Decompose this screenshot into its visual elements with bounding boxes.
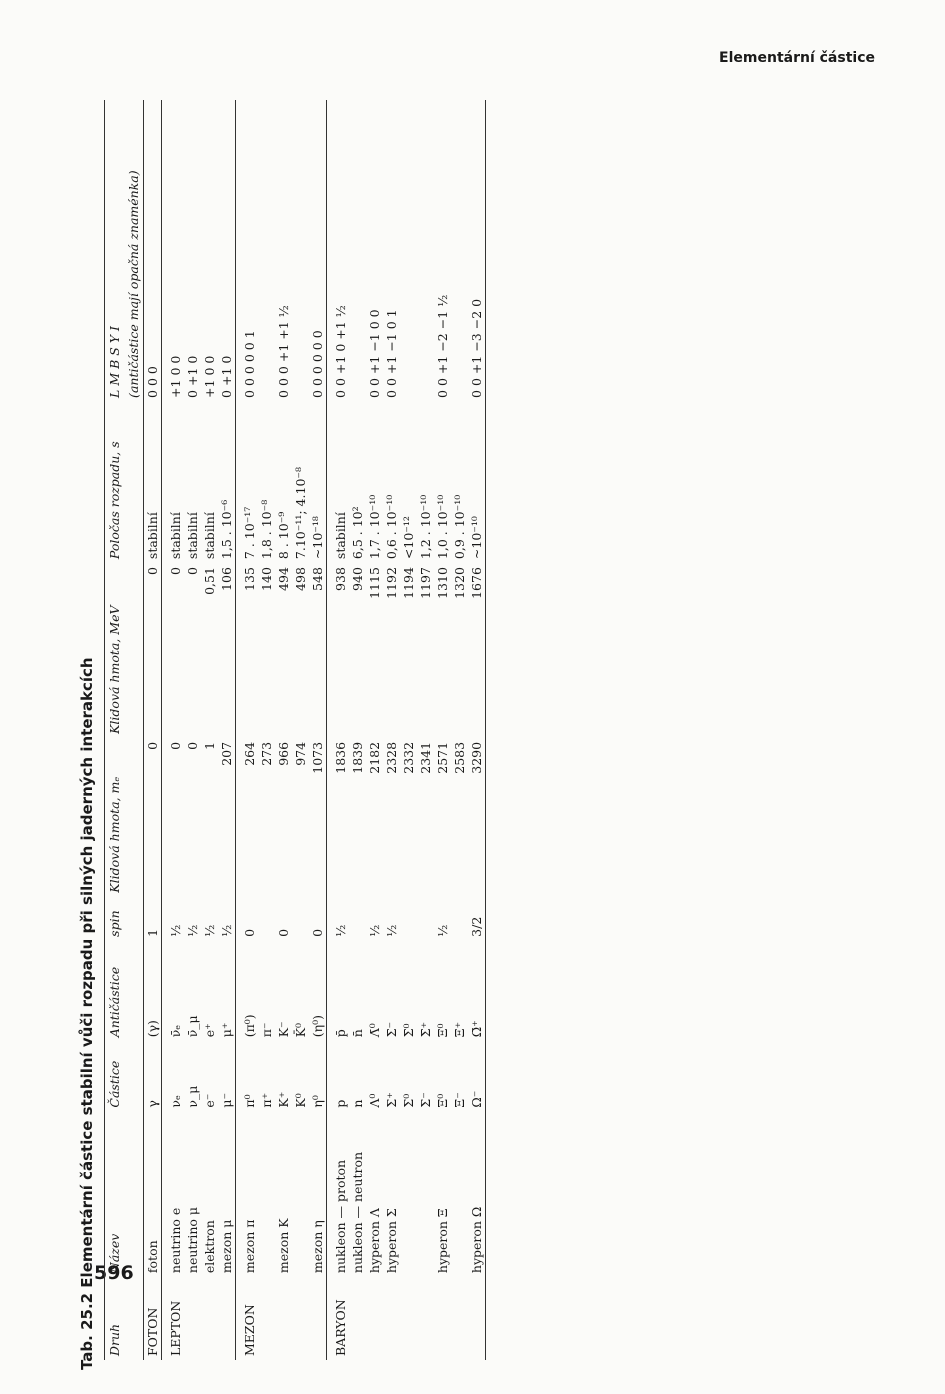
cell-mev: 0 [145, 567, 160, 576]
cell-qn [400, 100, 417, 402]
cell-anti: K̄⁰ [293, 1022, 308, 1038]
cell-castice: n [350, 1099, 365, 1108]
cell-me: 1836 [327, 738, 350, 897]
cell-t: 7.10⁻¹¹; 4.10⁻⁸ [293, 467, 308, 560]
cell-t: stabilní [327, 402, 350, 563]
cell-nazev [258, 1112, 275, 1278]
cell-mev: 494 [276, 567, 291, 591]
cell-qn: 0 0 0 0 0 0 [310, 330, 325, 398]
cell-spin [451, 897, 468, 941]
cell-nazev: hyperon Ω [468, 1112, 486, 1278]
cell-spin: ½ [367, 924, 382, 937]
cell-anti: Σ̄⁻ [384, 1021, 399, 1038]
table-caption: Tab. 25.2 Elementární částice stabilní vůči rozpadu při silných jaderných interakcích [78, 657, 96, 1370]
cell-nazev: neutrino μ [185, 1206, 200, 1274]
cell-druh [309, 1277, 327, 1360]
cell-nazev: mezon π [236, 1112, 259, 1278]
cell-spin: ½ [327, 897, 350, 941]
cell-t: 1,0 . 10⁻¹⁰ [435, 494, 450, 560]
cell-nazev [417, 1112, 434, 1278]
cell-castice: η⁰ [310, 1095, 325, 1108]
cell-me: 3290 [468, 738, 486, 897]
cell-druh [349, 1277, 366, 1360]
cell-druh: LEPTON [162, 1277, 185, 1360]
cell-t: 1,5 . 10⁻⁶ [219, 499, 234, 560]
cell-me: 0 [185, 741, 200, 750]
cell-spin [400, 897, 417, 941]
cell-me: 273 [259, 741, 274, 766]
cell-druh: FOTON [145, 1307, 160, 1356]
cell-anti: Σ̄⁺ [418, 1021, 433, 1038]
cell-nazev: foton [145, 1240, 160, 1274]
cell-mev: 1192 [384, 567, 399, 599]
cell-anti: e⁺ [202, 1023, 217, 1038]
cell-qn: 0 0 0 0 0 1 [236, 100, 259, 402]
col-nazev: Název [105, 1112, 125, 1278]
cell-t: stabilní [145, 512, 160, 560]
cell-castice: e⁻ [202, 1093, 217, 1108]
cell-nazev: nukleon — neutron [350, 1151, 365, 1274]
col-mass-me: Klidová hmota, mₑ [105, 738, 125, 897]
table-row [218, 100, 236, 1360]
col-mass-mev: Klidová hmota, MeV [105, 563, 125, 738]
cell-druh [275, 1277, 292, 1360]
cell-me: 1839 [350, 741, 365, 774]
col-spin: spin [105, 897, 125, 941]
cell-druh [417, 1277, 434, 1360]
cell-castice: Ξ⁰ [435, 1093, 450, 1108]
cell-mev: 0 [162, 563, 185, 738]
cell-mev: 548 [310, 567, 325, 591]
cell-t: 7 . 10⁻¹⁷ [236, 402, 259, 563]
cell-spin: 3/2 [468, 897, 486, 941]
cell-druh [292, 1277, 309, 1360]
cell-nazev: hyperon Λ [367, 1208, 382, 1274]
cell-t: 6,5 . 10² [350, 506, 365, 560]
cell-t: 1,8 . 10⁻⁸ [259, 499, 274, 560]
cell-mev: 106 [219, 567, 234, 591]
cell-anti: p̄ [327, 941, 350, 1041]
cell-t: 1,2 . 10⁻¹⁰ [418, 494, 433, 560]
cell-t: 0,9 . 10⁻¹⁰ [452, 494, 467, 560]
table-row [236, 100, 259, 1360]
rotated-table-block [78, 50, 878, 1370]
cell-castice: Σ⁺ [384, 1092, 399, 1108]
cell-mev: 1115 [367, 567, 382, 599]
cell-t: stabilní [202, 512, 217, 560]
cell-qn: +1 0 0 [202, 355, 217, 398]
cell-nazev: hyperon Ξ [435, 1208, 450, 1274]
cell-qn [417, 100, 434, 402]
cell-spin: 0 [276, 928, 291, 937]
cell-t: ~10⁻¹⁰ [468, 402, 486, 563]
table-row [309, 100, 327, 1360]
cell-me: 2332 [401, 741, 416, 774]
cell-t: 1,7 . 10⁻¹⁰ [367, 494, 382, 560]
cell-t: 0,6 . 10⁻¹⁰ [384, 494, 399, 560]
cell-spin [258, 897, 275, 941]
cell-anti: π⁻ [259, 1022, 274, 1038]
cell-druh [451, 1277, 468, 1360]
cell-qn: 0 +1 0 [219, 355, 234, 398]
cell-castice: K⁰ [293, 1093, 308, 1108]
cell-castice: Σ⁻ [418, 1092, 433, 1108]
cell-mev: 498 [293, 567, 308, 591]
page-number: 596 [94, 1262, 134, 1284]
table-row [349, 100, 366, 1360]
cell-qn: 0 0 +1 −3 −2 0 [468, 100, 486, 402]
cell-spin: ½ [162, 897, 185, 941]
cell-me: 2583 [452, 741, 467, 774]
table-row [275, 100, 292, 1360]
table-row [434, 100, 451, 1360]
cell-me: 974 [293, 741, 308, 766]
cell-me: 2328 [384, 741, 399, 774]
cell-spin: 1 [145, 928, 160, 937]
table-row [292, 100, 309, 1360]
cell-qn: +1 0 0 [162, 100, 185, 402]
table-row [468, 100, 486, 1360]
cell-mev: 1676 [468, 563, 486, 738]
cell-me: 264 [236, 738, 259, 897]
cell-me: 1073 [310, 741, 325, 774]
cell-castice: p [327, 1041, 350, 1111]
cell-qn [349, 100, 366, 402]
particle-table [104, 100, 486, 1360]
cell-castice: Λ⁰ [367, 1093, 382, 1108]
cell-mev: 0,51 [202, 567, 217, 595]
cell-druh [383, 1277, 400, 1360]
cell-mev: 1320 [452, 567, 467, 599]
cell-castice: Σ⁰ [401, 1093, 416, 1108]
cell-t: stabilní [185, 512, 200, 560]
cell-mev: 1310 [435, 567, 450, 599]
table-row [258, 100, 275, 1360]
cell-qn [451, 100, 468, 402]
cell-castice: μ⁻ [219, 1092, 234, 1108]
cell-anti: (η⁰) [310, 1015, 325, 1038]
cell-druh [434, 1277, 451, 1360]
cell-me: 207 [219, 741, 234, 766]
cell-spin [417, 897, 434, 941]
cell-nazev [451, 1112, 468, 1278]
cell-druh [366, 1277, 383, 1360]
cell-anti: μ⁺ [219, 1022, 234, 1038]
cell-nazev: mezon μ [219, 1219, 234, 1274]
cell-nazev: hyperon Σ [384, 1208, 399, 1274]
cell-anti: Ξ̄⁺ [452, 1021, 467, 1038]
cell-spin: ½ [384, 924, 399, 937]
cell-t: 8 . 10⁻⁹ [276, 511, 291, 560]
table-row [162, 100, 185, 1360]
cell-qn: 0 0 0 +1 +1 ½ [276, 305, 291, 398]
table-row [417, 100, 434, 1360]
cell-me: 2571 [435, 741, 450, 774]
cell-nazev [400, 1112, 417, 1278]
cell-castice: Ω⁻ [468, 1041, 486, 1111]
cell-nazev: mezon η [310, 1220, 325, 1274]
cell-anti: Ξ̄⁰ [435, 1023, 450, 1038]
table-row [451, 100, 468, 1360]
col-qn-note: (antičástice mají opačná znaménka) [124, 100, 144, 402]
cell-qn: 0 0 +1 −2 −1 ½ [435, 294, 450, 398]
cell-druh [201, 1277, 218, 1360]
cell-spin: ½ [219, 924, 234, 937]
cell-druh [218, 1277, 236, 1360]
cell-spin: 0 [310, 928, 325, 937]
cell-anti: n̄ [350, 1029, 365, 1038]
cell-spin: 0 [236, 897, 259, 941]
cell-druh [468, 1277, 486, 1360]
cell-anti: ν̄ₑ [162, 941, 185, 1041]
cell-mev: 1197 [418, 567, 433, 599]
cell-me: 1 [202, 741, 217, 750]
cell-me: 966 [276, 741, 291, 766]
cell-castice: ν_μ [185, 1085, 200, 1108]
cell-qn: 0 0 +1 −1 0 1 [384, 309, 399, 398]
table-row [400, 100, 417, 1360]
cell-qn: 0 0 0 [145, 366, 160, 398]
table-row [184, 100, 201, 1360]
cell-anti: Σ̄⁰ [401, 1023, 416, 1038]
cell-t: stabilní [162, 402, 185, 563]
cell-druh: MEZON [236, 1277, 259, 1360]
cell-castice: π⁺ [259, 1092, 274, 1108]
col-qn: L M B S Y I [105, 100, 125, 402]
cell-castice: γ [145, 1100, 160, 1108]
cell-me: 2182 [367, 741, 382, 774]
cell-me: 0 [145, 741, 160, 750]
cell-mev: 135 [236, 563, 259, 738]
cell-anti: (π⁰) [236, 941, 259, 1041]
cell-spin [292, 897, 309, 941]
cell-mev: 938 [327, 563, 350, 738]
cell-spin: ½ [202, 924, 217, 937]
table-row [383, 100, 400, 1360]
cell-mev: 0 [185, 567, 200, 576]
cell-druh [258, 1277, 275, 1360]
table-row [366, 100, 383, 1360]
cell-qn [258, 100, 275, 402]
cell-t: ~10⁻¹⁸ [310, 516, 325, 560]
table-row [201, 100, 218, 1360]
cell-druh [184, 1277, 201, 1360]
cell-castice: νₑ [162, 1041, 185, 1111]
cell-t: <10⁻¹² [401, 516, 416, 560]
cell-anti: (γ) [145, 1020, 160, 1038]
col-castice: Částice [105, 1041, 125, 1111]
running-title: Elementární částice [719, 50, 875, 66]
cell-mev: 940 [350, 567, 365, 591]
cell-nazev: elektron [202, 1220, 217, 1274]
cell-nazev [292, 1112, 309, 1278]
cell-anti: Ω̄⁺ [468, 941, 486, 1041]
cell-druh: BARYON [327, 1277, 350, 1360]
cell-spin: ½ [435, 924, 450, 937]
cell-castice: Ξ⁻ [452, 1092, 467, 1108]
cell-castice: K⁺ [276, 1091, 291, 1108]
col-anticastice: Antičástice [105, 941, 125, 1041]
cell-mev: 1194 [401, 567, 416, 599]
cell-nazev: mezon K [276, 1218, 291, 1274]
col-halflife: Poločas rozpadu, s [105, 402, 125, 563]
cell-nazev: neutrino e [162, 1112, 185, 1278]
cell-castice: π⁰ [236, 1041, 259, 1111]
cell-spin [349, 897, 366, 941]
cell-qn: 0 +1 0 [185, 355, 200, 398]
cell-me: 2341 [418, 741, 433, 774]
table-row [144, 100, 162, 1360]
cell-qn: 0 0 +1 −1 0 0 [367, 309, 382, 398]
cell-qn: 0 0 +1 0 +1 ½ [327, 100, 350, 402]
cell-mev: 140 [259, 567, 274, 591]
cell-anti: ν̄_μ [185, 1015, 200, 1038]
cell-nazev: nukleon — proton [327, 1112, 350, 1278]
cell-anti: Λ̄⁰ [367, 1023, 382, 1038]
cell-spin: ½ [185, 924, 200, 937]
table-row [327, 100, 350, 1360]
cell-anti: K⁻ [276, 1021, 291, 1038]
cell-qn [292, 100, 309, 402]
cell-me: 0 [162, 738, 185, 897]
cell-druh [400, 1277, 417, 1360]
col-druh: Druh [105, 1277, 125, 1360]
